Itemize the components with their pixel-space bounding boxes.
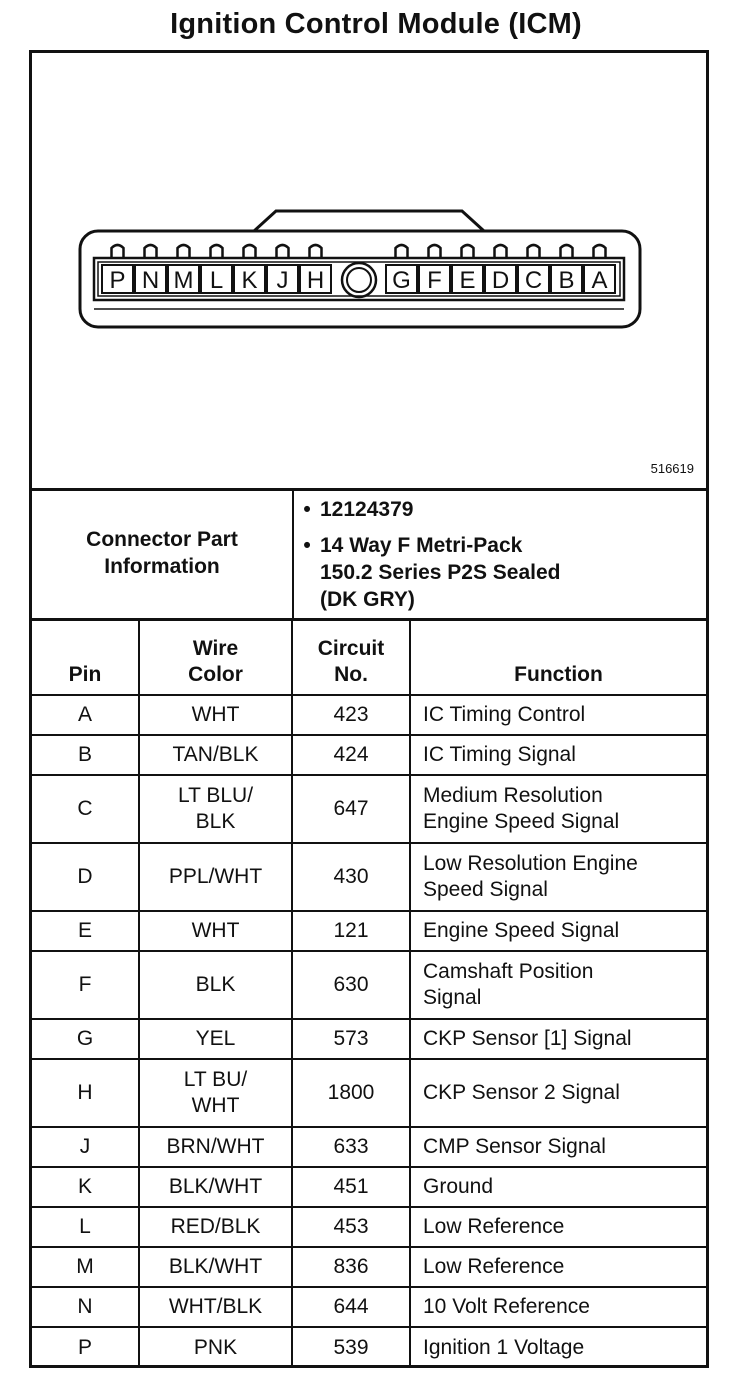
wire-color-cell: TAN/BLK [139,735,292,775]
latch-bump [561,245,573,258]
connector-pin-label: C [524,267,543,294]
circuit-cell: 430 [292,843,410,911]
circuit-cell: 836 [292,1247,410,1287]
part-description-item [294,532,694,613]
circuit-cell: 573 [292,1019,410,1059]
connector-pin-label: L [209,267,224,294]
circuit-cell: 453 [292,1207,410,1247]
connector-pin-label: K [241,267,258,294]
function-cell: Medium Resolution Engine Speed Signal [410,775,706,843]
latch-bump [462,245,474,258]
circuit-cell: 423 [292,695,410,735]
part-info-values [294,496,694,622]
pin-cell: G [32,1019,139,1059]
circuit-cell: 1800 [292,1059,410,1127]
wire-color-cell: BLK/WHT [139,1247,292,1287]
wire-color-cell: BLK/WHT [139,1167,292,1207]
pin-cell: A [32,695,139,735]
header-wire-color: Wire Color [139,619,292,695]
latch-bump [277,245,289,258]
pin-cell: F [32,951,139,1019]
wire-color-cell: RED/BLK [139,1207,292,1247]
connector-pin-label: G [392,267,411,294]
function-cell: CKP Sensor 2 Signal [410,1059,706,1127]
latch-bump [429,245,441,258]
part-info-label [32,488,294,618]
table-row [32,1287,706,1327]
connector-pin-label: E [459,267,476,294]
wire-color-cell: WHT/BLK [139,1287,292,1327]
function-cell: Low Resolution Engine Speed Signal [410,843,706,911]
pin-cell: P [32,1327,139,1367]
function-cell: Camshaft Position Signal [410,951,706,1019]
table-row [32,695,706,735]
function-cell: Low Reference [410,1207,706,1247]
part-number: 12124379 [320,498,414,521]
circuit-cell: 121 [292,911,410,951]
circuit-cell: 644 [292,1287,410,1327]
circuit-cell: 539 [292,1327,410,1367]
table-row [32,735,706,775]
table-row [32,1167,706,1207]
header-pin: Pin [32,619,139,695]
wire-color-cell: PNK [139,1327,292,1367]
wire-color-cell: PPL/WHT [139,843,292,911]
figure-id: 516619 [650,461,694,476]
pin-cell: H [32,1059,139,1127]
table-header-row [32,619,706,695]
bullet-icon: • [303,498,311,521]
connector-pin-label: N [141,267,160,294]
wire-color-cell: LT BU/ WHT [139,1059,292,1127]
part-description: 14 Way F Metri-Pack 150.2 Series P2S Sealed (DK GRY) [320,534,561,611]
table-row [32,1207,706,1247]
function-cell: Ignition 1 Voltage [410,1327,706,1367]
latch-bump [145,245,157,258]
connector-diagram [32,53,706,491]
header-function: Function [410,619,706,695]
table-row [32,1247,706,1287]
connector-pin-label: F [427,267,442,294]
pin-cell: L [32,1207,139,1247]
pinout-table [32,618,706,1367]
pin-cell: C [32,775,139,843]
circuit-cell: 424 [292,735,410,775]
pin-cell: D [32,843,139,911]
connector-pin-label: M [173,267,194,294]
function-cell: IC Timing Signal [410,735,706,775]
latch-bump [310,245,322,258]
pin-cell: K [32,1167,139,1207]
table-row [32,843,706,911]
connector-part-info [32,488,706,621]
page-title: Ignition Control Module (ICM) [170,8,582,40]
table-row [32,1127,706,1167]
pin-cell: M [32,1247,139,1287]
circuit-cell: 451 [292,1167,410,1207]
connector-pin-label: D [491,267,510,294]
pin-cell: B [32,735,139,775]
wire-color-cell: YEL [139,1019,292,1059]
latch-bump [178,245,190,258]
connector-pin-label: A [591,267,608,294]
function-cell: IC Timing Control [410,695,706,735]
table-row [32,1019,706,1059]
connector-pin-label: H [306,267,325,294]
wire-color-cell: WHT [139,695,292,735]
function-cell: Low Reference [410,1247,706,1287]
function-cell: 10 Volt Reference [410,1287,706,1327]
part-info-label-line2: Information [104,555,220,578]
circuit-cell: 633 [292,1127,410,1167]
header-circuit-no: Circuit No. [292,619,410,695]
pin-cell: E [32,911,139,951]
circuit-cell: 630 [292,951,410,1019]
table-row [32,1059,706,1127]
wire-color-cell: WHT [139,911,292,951]
table-row [32,951,706,1019]
pin-cell: N [32,1287,139,1327]
function-cell: Ground [410,1167,706,1207]
latch-bump [594,245,606,258]
latch-bump [528,245,540,258]
latch-bump [495,245,507,258]
connector-pin-label: B [558,267,575,294]
pin-cell: J [32,1127,139,1167]
function-cell: Engine Speed Signal [410,911,706,951]
connector-sheet [29,50,709,1368]
connector-face-drawing [32,53,706,488]
function-cell: CMP Sensor Signal [410,1127,706,1167]
wire-color-cell: BRN/WHT [139,1127,292,1167]
bullet-icon: • [303,534,311,557]
table-row [32,775,706,843]
connector-pin-label: J [276,267,289,294]
circuit-cell: 647 [292,775,410,843]
function-cell: CKP Sensor [1] Signal [410,1019,706,1059]
table-row [32,1327,706,1367]
part-info-label-line1: Connector Part [86,528,238,551]
latch-bump [396,245,408,258]
table-row [32,911,706,951]
wire-color-cell: BLK [139,951,292,1019]
part-number-item [294,496,694,523]
latch-bump [112,245,124,258]
wire-color-cell: LT BLU/ BLK [139,775,292,843]
connector-pin-label: P [109,267,126,294]
latch-bump [244,245,256,258]
latch-bump [211,245,223,258]
